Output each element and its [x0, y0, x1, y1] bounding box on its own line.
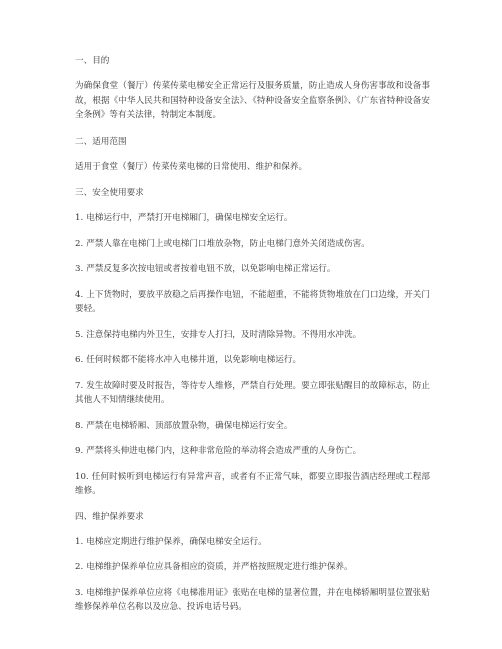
- list-item: [75, 379, 430, 408]
- list-item-text: 电梯运行中，严禁打开电梯厢门，确保电梯安全运行。: [86, 213, 293, 223]
- list-item-number: 2.: [75, 238, 84, 249]
- list-item-number: 3.: [75, 587, 84, 598]
- list-item: [75, 586, 430, 615]
- list-item-number: 1.: [75, 536, 84, 547]
- list-item: [75, 237, 430, 252]
- list-item: [75, 288, 430, 317]
- list-item-text: 严禁人靠在电梯门上或电梯门口堆放杂物，防止电梯门意外关闭造成伤害。: [86, 238, 370, 249]
- list-item-number: 9.: [75, 446, 84, 456]
- list-item: [75, 470, 430, 499]
- list-item-number: 3.: [75, 264, 84, 274]
- list-item-number: 10.: [75, 471, 89, 482]
- list-item-text: 上下货物时，要放平放稳之后再操作电钮，不能超重，不能将货物堆放在门口边缘，开关门要轻。: [75, 289, 430, 314]
- list-item-number: 1.: [75, 213, 84, 223]
- list-item: [75, 211, 430, 226]
- list-item-text: 任何时候听到电梯运行有异常声音，或者有不正常气味，都要立即报告酒店经理或工程部维修。: [75, 471, 430, 496]
- section-paragraph: 适用于食堂（餐厅）传菜传菜电梯的日常使用、维护和保养。: [75, 161, 308, 172]
- list-item-text: 电梯维护保养单位应具备相应的资质，并严格按照规定进行维护保养。: [86, 562, 353, 572]
- list-item-number: 6.: [75, 355, 84, 365]
- list-item-number: 2.: [75, 562, 84, 572]
- list-item-text: 严禁将头伸进电梯门内，这种非常危险的举动将会造成严重的人身伤亡。: [86, 446, 362, 456]
- list-item-number: 7.: [75, 380, 84, 391]
- list-item-text: 电梯维护保养单位应将《电梯准用证》张贴在电梯的显著位置，并在电梯轿厢明显位置张贴维修保养单位名称以及应急、投诉电话号码。: [75, 587, 430, 612]
- list-item-number: 4.: [75, 289, 84, 300]
- section-heading-scope: 二、适用范围: [75, 136, 127, 147]
- list-item-text: 严禁反复多次按电钮或者按着电钮不放，以免影响电梯正常运行。: [86, 264, 336, 274]
- list-item-text: 任何时候都不能将水冲入电梯井道，以免影响电梯运行。: [86, 355, 302, 365]
- list-item-text: 发生故障时要及时报告，等待专人维修，严禁自行处理。要立即张贴醒目的故障标志，防止其他人不知情继续使用。: [75, 380, 430, 405]
- document-body: [75, 54, 430, 626]
- list-item-text: 注意保持电梯内外卫生，安排专人打扫，及时清除异物。不得用水冲洗。: [86, 329, 362, 340]
- section-paragraph: 为确保食堂（餐厅）传菜传菜电梯安全正常运行及服务质量，防止造成人身伤害事故和设备事故，根据《中华人民共和国特种设备安全法》、《特种设备安全监察条例》、《广东省特种设备安全条例》等有关法律，特制定本制度。: [75, 81, 430, 120]
- list-item: [75, 535, 430, 550]
- section-heading-safety: 三、安全使用要求: [75, 188, 144, 198]
- list-item-text: 电梯应定期进行维护保养，确保电梯安全运行。: [86, 536, 267, 547]
- list-item: [75, 328, 430, 343]
- section-heading-maintenance: 四、维护保养要求: [75, 511, 144, 522]
- list-item: [75, 419, 430, 434]
- list-item-text: 严禁在电梯轿厢、顶部放置杂物，确保电梯运行安全。: [86, 420, 293, 431]
- list-item-number: 5.: [75, 329, 84, 340]
- list-item: [75, 560, 430, 575]
- section-heading-purpose: 一、目的: [75, 56, 110, 66]
- list-item-number: 8.: [75, 420, 84, 431]
- list-item: [75, 444, 430, 459]
- list-item: [75, 262, 430, 277]
- list-item: [75, 353, 430, 368]
